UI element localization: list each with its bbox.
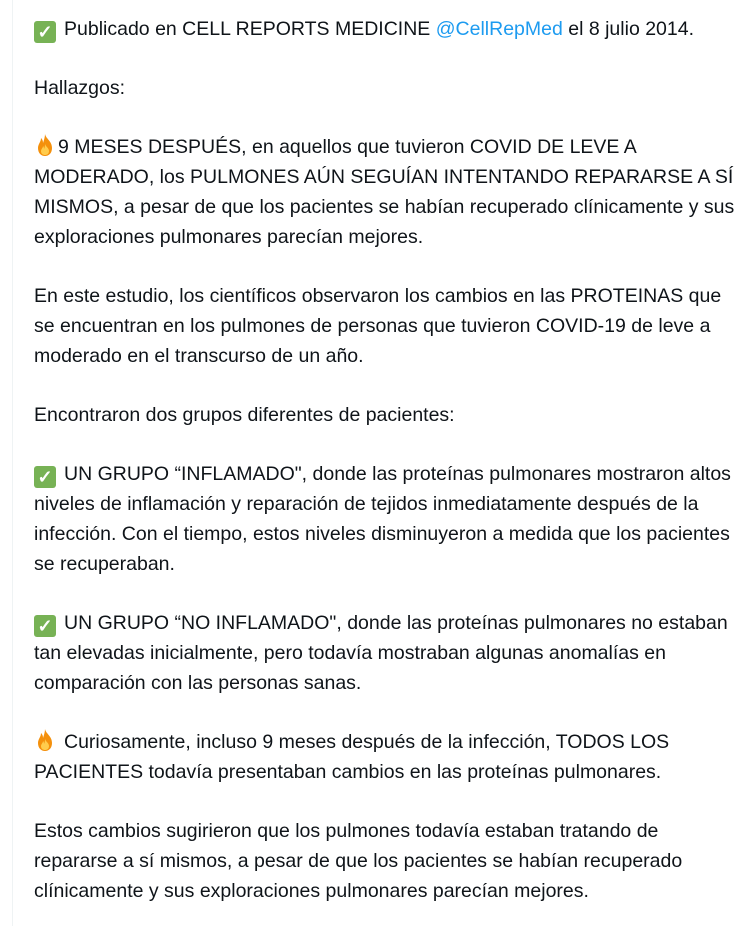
publication-date-text: el 8 julio 2014. [562,18,695,40]
inflamed-group-text: UN GRUPO “INFLAMADO", donde las proteínas pulmonares mostraron altos niveles de inflamación y reparación de tejidos inmediatamente después de la infección. Con el tiempo, estos niveles disminuyeron a medida que los pacientes se recuperaban. [34,463,731,575]
check-mark-emoji-icon: ✓ [34,466,56,488]
findings-heading: Hallazgos: [34,77,126,99]
study-paragraph: En este estudio, los científicos observaron los cambios en las PROTEINAS que se encuentran en los pulmones de personas que tuvieron COVID-19 de leve a moderado en el transcurso de un año. [34,285,722,367]
publication-paragraph [34,14,746,44]
tweet-text [34,14,746,906]
finding-text-1: 9 MESES DESPUÉS, en aquellos que tuvieron COVID DE LEVE A MODERADO, los PULMONES AÚN SEGUÍAN INTENTANDO REPARARSE A SÍ MISMOS, a pesar de que los pacientes se habían recuperado clínicamente y sus exploraciones pulmonares parecían mejores. [34,136,735,248]
publication-text: Publicado en CELL REPORTS MEDICINE [64,18,436,40]
finding-paragraph-1 [34,132,746,252]
check-mark-emoji-icon: ✓ [34,21,56,43]
finding-paragraph-2 [34,727,746,787]
non-inflamed-group-text: UN GRUPO “NO INFLAMADO", donde las proteínas pulmonares no estaban tan elevadas inicialmente, pero todavía mostraban algunas anomalías en comparación con las personas sanas. [34,612,728,694]
mention-link[interactable]: @CellRepMed [435,18,563,40]
conclusion-paragraph: Estos cambios sugirieron que los pulmones todavía estaban tratando de repararse a sí mismos, a pesar de que los pacientes se habían recuperado clínicamente y sus exploraciones pulmonares parecían mejores. [34,820,683,902]
fire-emoji-icon [34,133,56,157]
non-inflamed-group-paragraph [34,608,746,698]
inflamed-group-paragraph [34,459,746,579]
fire-emoji-icon [34,728,56,752]
thread-divider [12,0,13,926]
groups-paragraph: Encontraron dos grupos diferentes de pacientes: [34,404,455,426]
check-mark-emoji-icon: ✓ [34,615,56,637]
finding-text-2: Curiosamente, incluso 9 meses después de la infección, TODOS LOS PACIENTES todavía presentaban cambios en las proteínas pulmonares. [34,731,670,783]
